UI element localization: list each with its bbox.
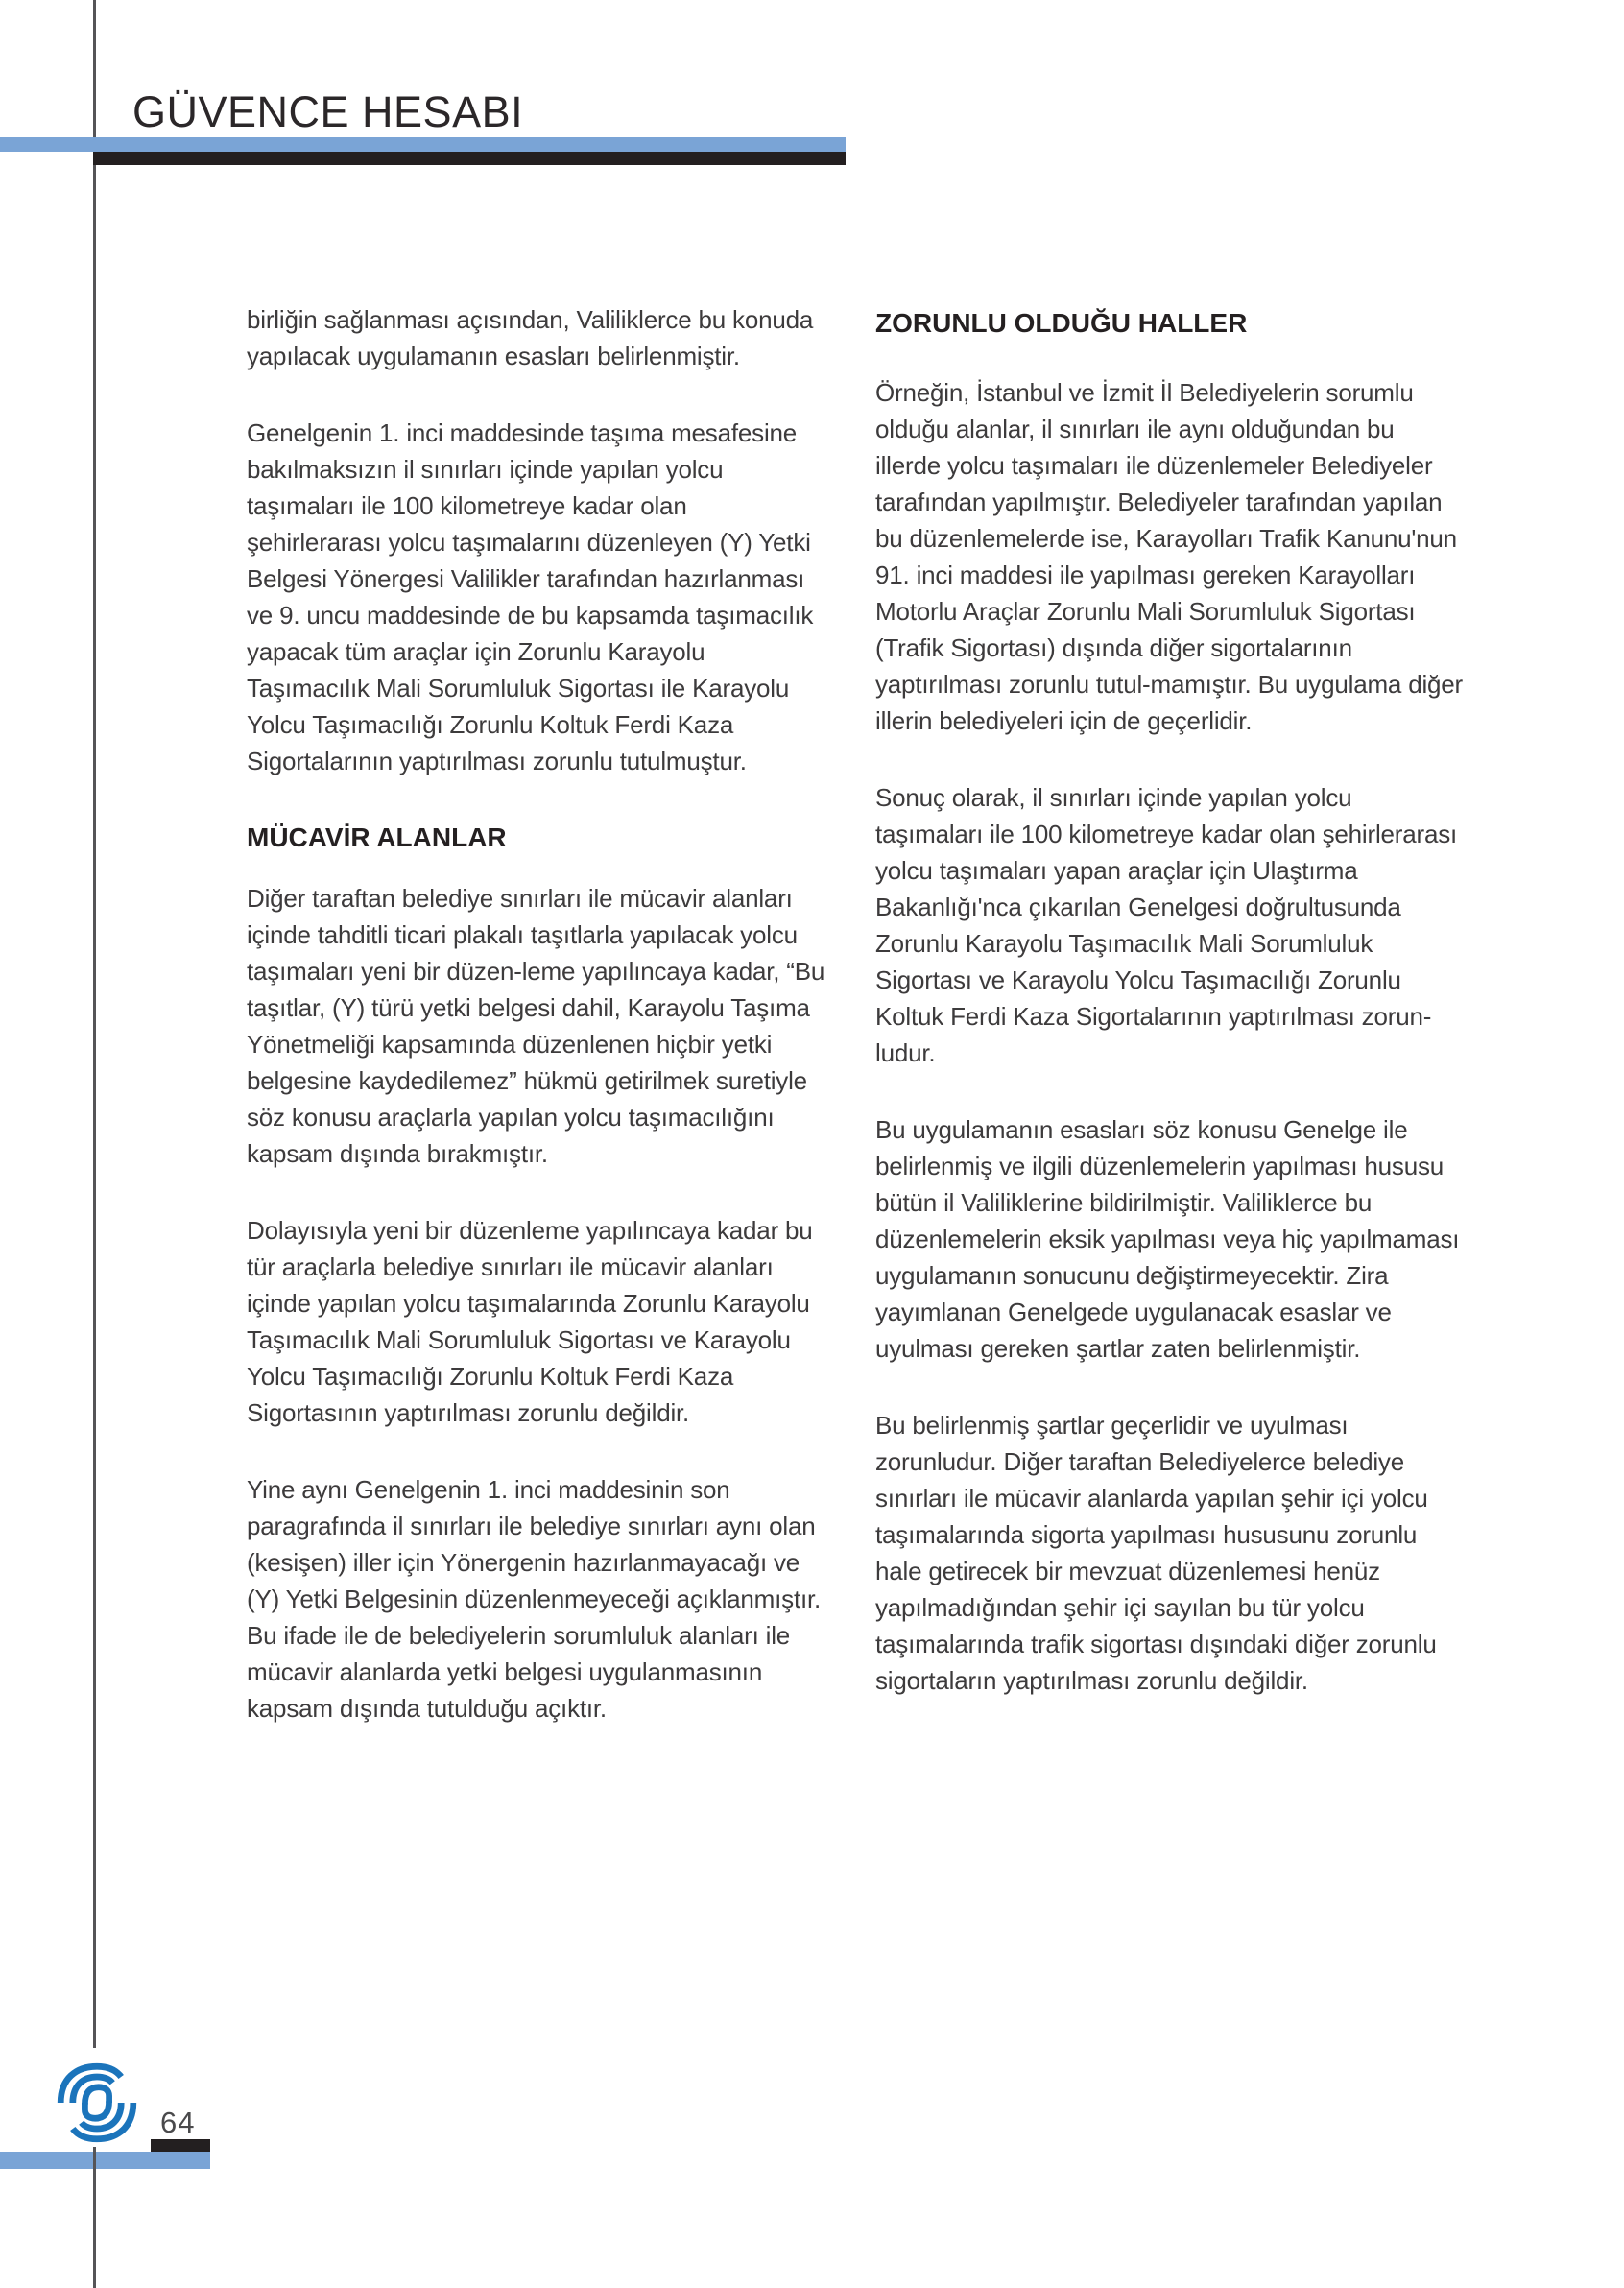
header-blue-bar: [0, 137, 846, 152]
section-heading-zorunlu-oldugu-haller: ZORUNLU OLDUĞU HALLER: [875, 308, 1248, 338]
paragraph: Dolayısıyla yeni bir düzenleme yapılıncaya kadar bu tür araçlarla belediye sınırları ile mücavir alanları içinde yapılan yolcu taşımalarında Zorunlu Karayolu Taşımacılık Mali Sorumluluk Sigortası ve Karayolu Yolcu Taşımacılığı Zorunlu Koltuk Ferdi Kaza Sigortasının yaptırılması zorunlu değildir.: [247, 1216, 813, 1427]
section-heading-mucavir-alanlar: MÜCAVİR ALANLAR: [247, 822, 507, 852]
footer-black-bar: [151, 2139, 210, 2152]
paragraph: Yine aynı Genelgenin 1. inci maddesinin son paragrafında il sınırları ile belediye sınırları aynı olan (kesişen) iller için Yönergenin hazırlanmayacağı ve (Y) Yetki Belgesinin düzenlenmeyeceği açıklanmıştır. Bu ifade ile de belediyelerin sorumluluk alanları ile mücavir alanlarda yetki belgesi uygulanmasının kapsam dışında tutulduğu açıktır.: [247, 1475, 822, 1723]
paragraph: Genelgenin 1. inci maddesinde taşıma mesafesine bakılmaksızın il sınırları içinde yapılan yolcu taşımaları ile 100 kilometreye kadar olan şehirlerarası yolcu taşımalarını düzenleyen (Y) Yetki Belgesi Yönergesi Valilikler tarafından hazırlanması ve 9. uncu maddesinde de bu kapsamda taşımacılık yapacak tüm araçlar için Zorunlu Karayolu Taşımacılık Mali Sorumluluk Sigortası ile Karayolu Yolcu Taşımacılığı Zorunlu Koltuk Ferdi Kaza Sigortalarının yaptırılması zorunlu tutulmuştur.: [247, 418, 814, 775]
paragraph: Diğer taraftan belediye sınırları ile mücavir alanları içinde tahditli ticari plakalı taşıtlarla yapılacak yolcu taşımaları yeni bir düzen-leme yapılıncaya kadar, “Bu taşıtlar, (Y) türü yetki belgesi dahil, Karayolu Taşıma Yönetmeliği kapsamında düzenlenen hiçbir yetki belgesine kaydedilemez” hükmü getirilmek suretiyle söz konusu araçlarla yapılan yolcu taşımacılığını kapsam dışında bırakmıştır.: [247, 884, 825, 1168]
paragraph: Bu uygulamanın esasları söz konusu Genelge ile belirlenmiş ve ilgili düzenlemelerin yapılması hususu bütün il Valiliklerine bildirilmiştir. Valiliklerce bu düzenlemelerin eksik yapılması veya hiç yapılmaması uygulamanın sonucunu değiştirmeyecektir. Zira yayımlanan Genelgede uygulanacak esaslar ve uyulması gereken şartlar zaten belirlenmiştir.: [875, 1115, 1460, 1363]
left-vertical-rule-bottom: [93, 2147, 96, 2288]
paragraph: Sonuç olarak, il sınırları içinde yapılan yolcu taşımaları ile 100 kilometreye kadar olan şehirlerarası yolcu taşımaları yapan araçlar için Ulaştırma Bakanlığı'nca çıkarılan Genelgesi doğrultusunda Zorunlu Karayolu Taşımacılık Mali Sorumluluk Sigortası ve Karayolu Yolcu Taşımacılığı Zorunlu Koltuk Ferdi Kaza Sigortalarının yaptırılması zorun-ludur.: [875, 783, 1458, 1067]
header-black-bar: [93, 152, 846, 165]
paragraph: birliğin sağlanması açısından, Valiliklerce bu konuda yapılacak uygulamanın esasları belirlenmiştir.: [247, 305, 814, 370]
left-column: [247, 301, 828, 1767]
left-vertical-rule-top: [93, 0, 96, 2048]
page-title: GÜVENCE HESABI: [132, 87, 524, 136]
publisher-knot-logo-icon: [52, 2060, 142, 2146]
paragraph: Bu belirlenmiş şartlar geçerlidir ve uyulması zorunludur. Diğer taraftan Belediyelerce belediye sınırları ile mücavir alanlarda yapılan şehir içi yolcu taşımalarında sigorta yapılması hususunu zorunlu hale getirecek bir mevzuat düzenlemesi henüz yapılmadığından şehir içi sayılan bu tür yolcu taşımalarında trafik sigortası dışındaki diğer zorunlu sigortaların yaptırılması zorunlu değildir.: [875, 1411, 1437, 1695]
footer-blue-bar: [0, 2152, 210, 2169]
page-number: 64: [160, 2106, 196, 2139]
right-column: [875, 305, 1465, 1739]
paragraph: Örneğin, İstanbul ve İzmit İl Belediyelerin sorumlu olduğu alanlar, il sınırları ile aynı olduğundan bu illerde yolcu taşımaları ile düzenlemeler Belediyeler tarafından yapılmıştır. Belediyeler tarafından yapılan bu düzenlemelerde ise, Karayolları Trafik Kanunu'nun 91. inci maddesi ile yapılması gereken Karayolları Motorlu Araçlar Zorunlu Mali Sorumluluk Sigortası (Trafik Sigortası) dışında diğer sigortalarının yaptırılması zorunlu tutul-mamıştır. Bu uygulama diğer illerin belediyeleri için de geçerlidir.: [875, 378, 1464, 735]
